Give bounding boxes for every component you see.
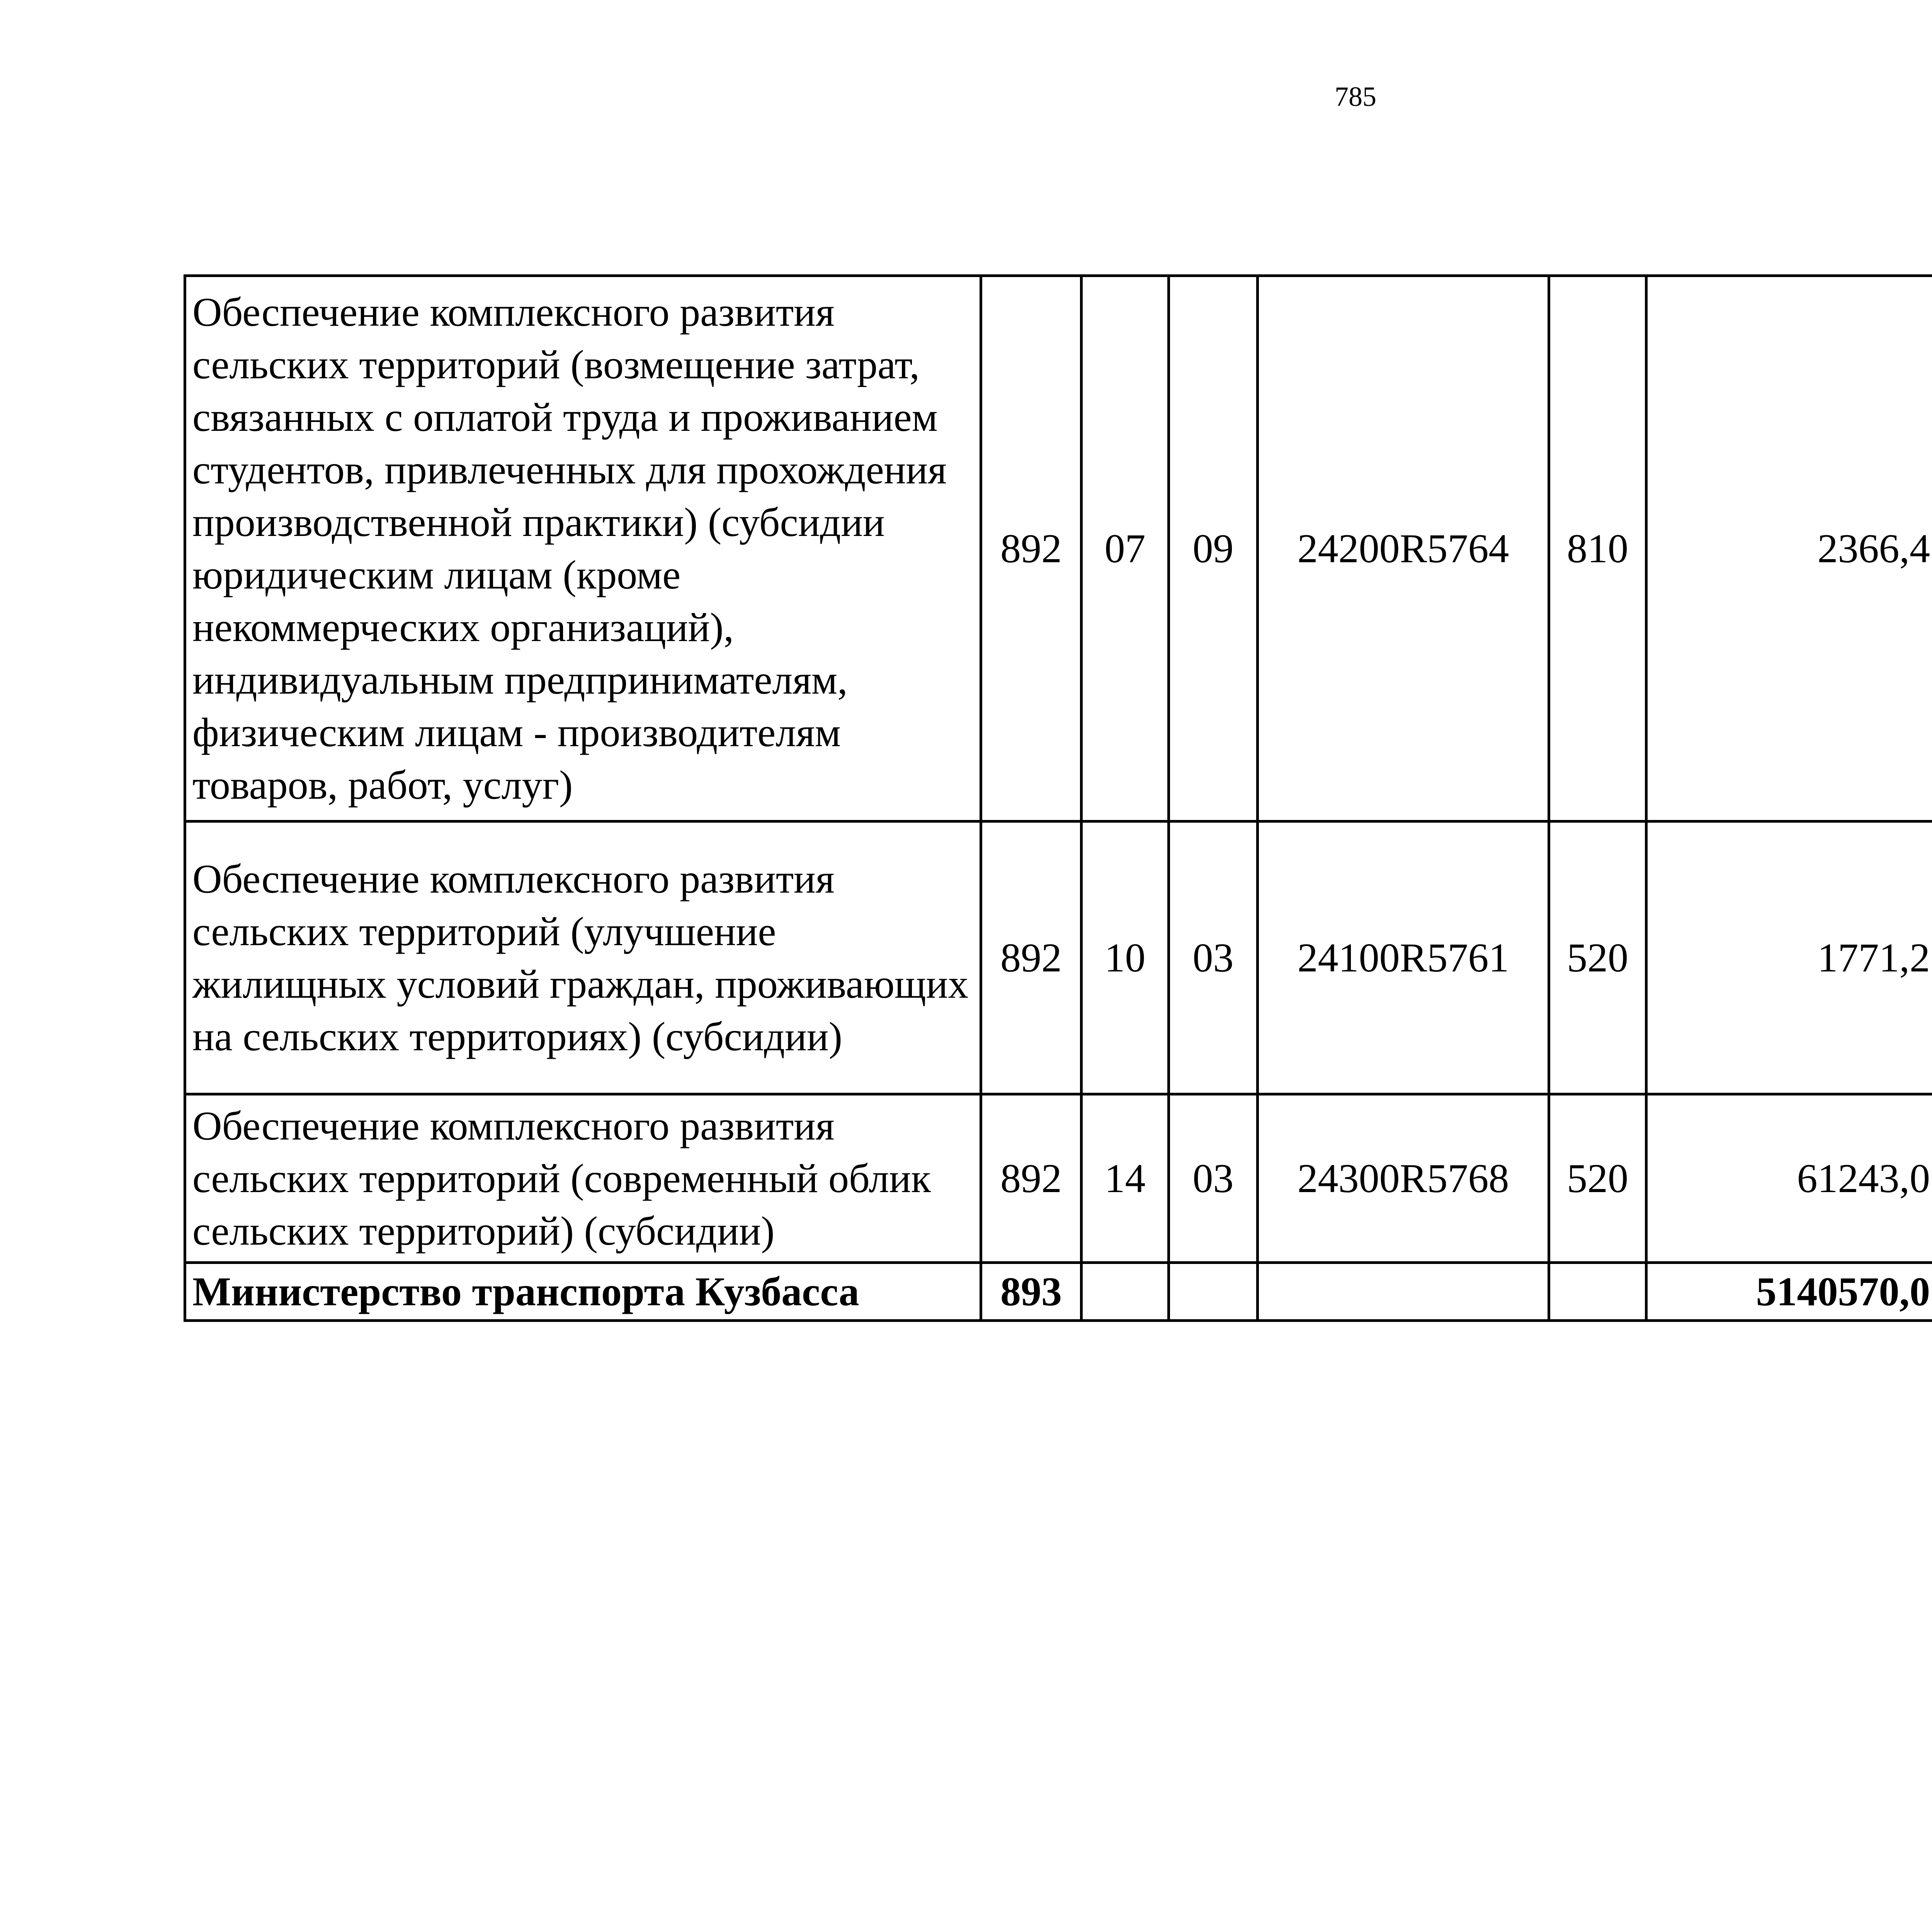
section-cell: 14 [1082,1094,1169,1263]
value-1-cell: 61243,0 [1646,1094,1932,1263]
ministry-code-cell: 892 [981,822,1082,1094]
subsection-cell: 09 [1169,276,1258,822]
ministry-code-cell: 892 [981,1094,1082,1263]
expense-type-cell [1549,1263,1646,1321]
value-1-cell: 5140570,0 [1646,1263,1932,1321]
value-1-cell: 2366,4 [1646,276,1932,822]
expense-type-cell: 810 [1549,276,1646,822]
subsection-cell: 03 [1169,822,1258,1094]
row-description: Обеспечение комплексного развития сельских территорий (возмещение затрат, связанных с оплатой труда и проживанием студентов, привлеченных для прохождения производственной практики) (субсидии юридическим лицам (кроме некоммерческих организаций), индивидуальным предпринимателям, физическим лицам - производителям товаров, работ, услуг) [185,276,981,822]
page-number: 785 [1335,81,1376,112]
table-row [185,1094,1932,1263]
target-article-cell [1258,1263,1549,1321]
value-1-cell: 1771,2 [1646,822,1932,1094]
table-row [185,822,1932,1094]
row-description: Обеспечение комплексного развития сельских территорий (улучшение жилищных условий граждан, проживающих на сельских территориях) (субсидии) [185,822,981,1094]
table-row [185,276,1932,822]
ministry-code-cell: 892 [981,276,1082,822]
target-article-cell: 24200R5764 [1258,276,1549,822]
target-article-cell: 24300R5768 [1258,1094,1549,1263]
expense-type-cell: 520 [1549,822,1646,1094]
section-cell: 10 [1082,822,1169,1094]
target-article-cell: 24100R5761 [1258,822,1549,1094]
row-description: Обеспечение комплексного развития сельских территорий (современный облик сельских территорий) (субсидии) [185,1094,981,1263]
section-cell: 07 [1082,276,1169,822]
total-row [185,1263,1932,1321]
budget-table [184,274,1932,1322]
ministry-code-cell: 893 [981,1263,1082,1321]
subsection-cell [1169,1263,1258,1321]
subsection-cell: 03 [1169,1094,1258,1263]
expense-type-cell: 520 [1549,1094,1646,1263]
total-description: Министерство транспорта Кузбасса [185,1263,981,1321]
section-cell [1082,1263,1169,1321]
